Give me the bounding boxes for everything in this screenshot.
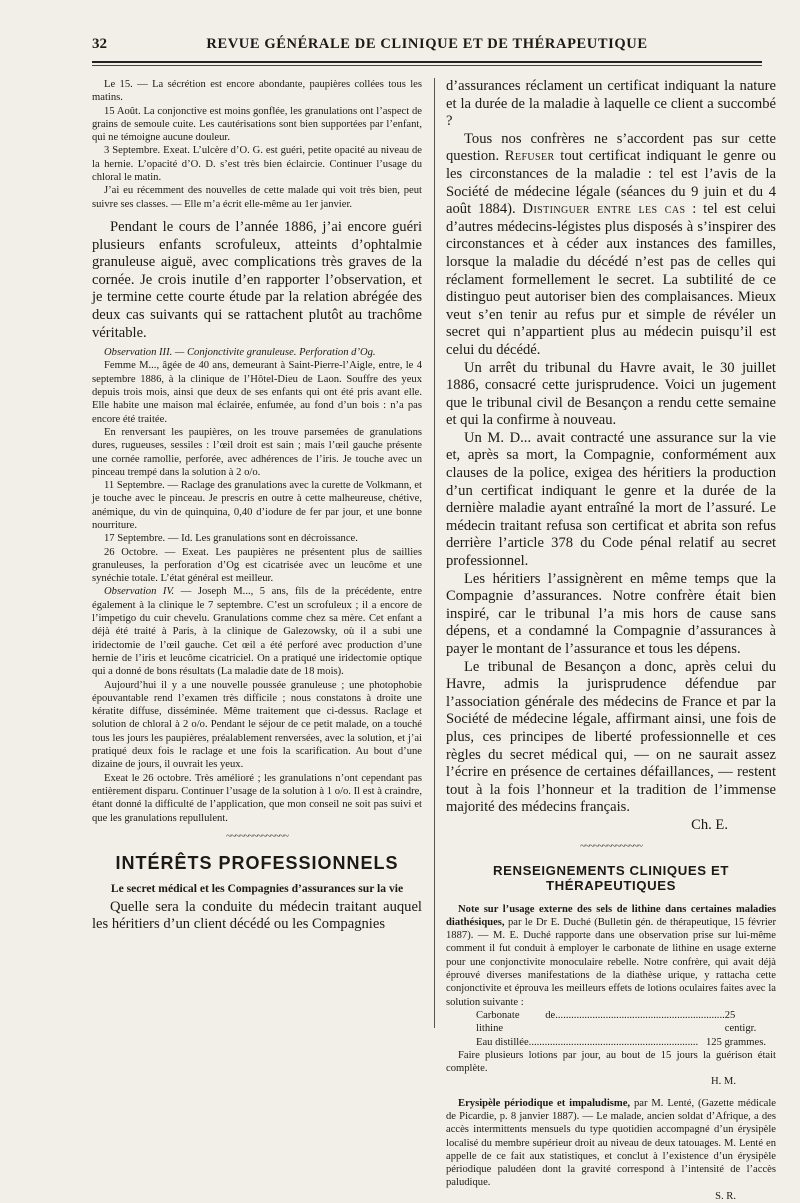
right-column xyxy=(446,78,776,1202)
body-paragraph: Les héritiers l’assignèrent en même temps que la Compagnie d’assurances. Notre confrère était bien inspiré, car le tribunal l’a mis hors de cause sans dépens, et a condamné la Compagnie d’assurances à payer le montant de l’assurance et tous les dépens. xyxy=(446,570,776,657)
formula-item: Carbonate de lithine xyxy=(476,1009,556,1035)
section-heading-interets: INTÉRÊTS PROFESSIONNELS xyxy=(115,852,399,873)
signature: Ch. E. xyxy=(691,816,728,833)
note-lithine-title: Note sur l’usage externe des sels de lithine dans certaines maladies diathésiques, xyxy=(446,903,776,928)
obs-paragraph: Aujourd’hui il y a une nouvelle poussée granuleuse ; une photophobie épouvantable rend l’examen très difficile ; nous constatons à droite une kératite diffuse, disséminée. Même traitement que ci-dessus. Raclage et solution de chloral à 2 o/o. Pendant le séjour de ce petit malade, on a touché tous les jours les paupières, préalablement renversées, avec la solution, et j’ai pratiqué deux fois le raclage et une fois la scarification. Au bout d’une dizaine de jours, il ouvrait les yeux. xyxy=(92,679,422,771)
body-paragraph: d’assurances réclament un certificat indiquant la nature et la durée de la maladie à laquelle ce client a succombé ? xyxy=(446,78,776,130)
section-ornament: ~~~~~~~~~~~~~~ xyxy=(226,830,288,842)
body-paragraph: Pendant le cours de l’année 1886, j’ai encore guéri plusieurs enfants scrofuleux, atteints d’ophtalmie granuleuse aiguë, avec complications très graves de la cornée. Je crois inutile d’en rapporter l’observation, et je termine cette courte étude par la relation abrégée des deux cas suivants qui se rattachent plutôt au trachôme véritable. xyxy=(92,218,422,341)
running-header xyxy=(92,36,762,60)
body-paragraph: Le tribunal de Besançon a donc, après celui du Havre, admis la jurisprudence défendue par l’association générale des médecins de France et par la Société de médecine légale, affirmant ainsi, une fois de plus, ces principes de liberté professionnelle et ces règles du secret médical qui, — on ne saurait assez l’écrire en présence de certaines défaillances, — restent tout à la fois l’honneur et la tradition de l’immense majorité des médecins français. xyxy=(446,658,776,816)
small-caps-refuser: Refuser xyxy=(504,148,555,165)
page-number: 32 xyxy=(92,36,107,52)
note-erysipele-title: Erysipèle périodique et impaludisme, xyxy=(458,1097,631,1109)
text-run: tout certificat indiquant le genre ou les circonstances de la maladie : tel est l’avis de la Société de médecine légale (séances du 9 juin et du 4 août 1884). xyxy=(446,148,776,218)
journal-title: REVUE GÉNÉRALE DE CLINIQUE ET DE THÉRAPEUTIQUE xyxy=(206,36,648,52)
header-rule xyxy=(92,61,762,63)
obs-note: J’ai eu récemment des nouvelles de cette malade qui voit très bien, peut suivre ses classes. — Elle m’a écrit elle-même au 1er janvier. xyxy=(92,185,422,210)
section-ornament: ~~~~~~~~~~~~~~ xyxy=(580,840,642,852)
formula-item: Eau distillée xyxy=(476,1036,529,1048)
leader-dots: ................................................................ xyxy=(555,1009,725,1021)
note-lithine xyxy=(446,903,776,1009)
observation-4-title: Observation IV. xyxy=(104,586,175,598)
obs-note: 15 Août. La conjonctive est moins gonflée, les granulations ont l’aspect de grains de semoule cuite. Les cautérisations sont bien supportées par l’enfant, qui ne témoigne aucune douleur. xyxy=(92,105,422,144)
note-lithine-end: Faire plusieurs lotions par jour, au bout de 15 jours la guérison était complète. xyxy=(446,1049,776,1075)
formula-row xyxy=(446,1036,776,1049)
signature-hm: H. M. xyxy=(710,1076,736,1088)
formula-qty: 125 grammes. xyxy=(705,1036,766,1048)
obs-paragraph: 26 Octobre. — Exeat. Les paupières ne présentent plus de saillies granuleuses, la perforation d’Og est cicatrisée avec un leucôme et une synéchie totale. L’état général est meilleur. xyxy=(92,546,422,585)
obs-paragraph: 11 Septembre. — Raclage des granulations avec la curette de Volkmann, et je touche avec le pinceau. Je prescris en outre à cette malheureuse, chétive, anémique, du vin de quinquina, 0,40 d’iodure de fer par jour, et une bonne nourriture. xyxy=(92,480,422,531)
body-paragraph: Quelle sera la conduite du médecin traitant auquel les héritiers d’un client décédé ou les Compagnies xyxy=(92,898,422,933)
body-paragraph: Un arrêt du tribunal du Havre avait, le 30 juillet 1886, consacré cette jurisprudence. Voici un jugement que le tribunal civil de Besançon a rendu cette semaine et qui la confirme à nouveau. xyxy=(446,359,776,429)
leader-dots: ................................................................ xyxy=(528,1036,699,1048)
note-lithine-text: par le Dr E. Duché (Bulletin gén. de thérapeutique, 15 février 1887). — M. E. Duché rapporte dans une observation prise sur lui-même comment il fut conduit à employer le carbonate de lithine en usage externe pour une conjonctivite monoculaire rebelle. Notre confrère, qui avait déjà éprouvé diverses manifestations de la diathèse urique, y rattacha cette conjonctivite et éprouva les meilleurs effets de lotions oculaires faites avec la solution suivante : xyxy=(446,916,776,1008)
observation-4-paragraph xyxy=(92,585,422,678)
section-heading-renseignements: RENSEIGNEMENTS CLINIQUES ET THÉRAPEUTIQUES xyxy=(492,862,729,893)
body-paragraph-question xyxy=(446,131,776,360)
left-column xyxy=(92,78,422,1028)
note-erysipele-text: par M. Lenté, (Gazette médicale de Picardie, p. 8 janvier 1887). — Le malade, ancien soldat d’Afrique, a des accès intermittents mensuels du type quotidien accompagné d’un érysipèle localisé du membre supérieur droit au niveau de deux tatouages. M. Lenté en appelle de ce fait aux statistiques, et conclut à l’existence d’un érysipèle périodique paludéen dont la gravité correspond à l’intensité de l’accès paludique. xyxy=(446,1097,776,1189)
body-paragraph: Un M. D... avait contracté une assurance sur la vie et, après sa mort, la Compagnie, conformément aux clauses de la police, exigea des héritiers la production d’un certificat indiquant le genre et la durée de la dernière maladie ayant entraîné la mort de l’assuré. Le médecin traitant refusa son certificat et abrita son refus derrière l’article 378 du Code pénal relatif au secret professionnel. xyxy=(446,429,776,570)
formula-row xyxy=(446,1009,776,1036)
observation-3-title-text: Observation III. — Conjonctivite granuleuse. Perforation d’Og. xyxy=(104,347,376,359)
obs-note: Le 15. — La sécrétion est encore abondante, paupières collées tous les matins. xyxy=(92,79,422,104)
text-run: Tous nos confrères ne s’accordent pas sur cette question. xyxy=(446,130,776,165)
obs-paragraph: Exeat le 26 octobre. Très amélioré ; les granulations n’ont cependant pas entièrement disparu. Continuer l’usage de la solution à 1 o/o. Il est à craindre, étant donné la difficulté de l’application, que mon conseil ne soit pas suivi et que les granulations repullulent. xyxy=(92,772,422,824)
observation-4-text: — Joseph M..., 5 ans, fils de la précédente, entre également à la clinique le 7 septembre. C’est un scrofuleux ; il a encore de l’impetigo du cuir chevelu. Granulations comme chez sa mère. Cet enfant a déjà été traité à Paris, à la clinique de Galezowsky, où il a subi une iridectomie de l’œil gauche. Cet œil a été perforé avec production d’une hernie de l’iris et leucôme cicatriciel. On a pratiqué une iridectomie optique qui a donné de bons résultats (La maladie date de 18 mois). xyxy=(92,586,422,678)
small-caps-distinguer: Distinguer entre les cas xyxy=(522,201,686,218)
observation-3-title xyxy=(92,346,422,359)
article-subheading: Le secret médical et les Compagnies d’assurances sur la vie xyxy=(110,881,404,895)
text-run: : tel est celui d’autres médecins-légistes plus disposés à s’inspirer des circonstances et à céder aux instances des familles, lorsque la maladie du décédé n’est pas de celles qui réclament formellement le secret. La subtilité de ce distinguo peut autoriser bien des complaisances. Mieux veut s’en tenir au refus pur et simple de révéler un secret qui n’appartient plus au médecin puisqu’il est celui du décédé. xyxy=(446,201,776,358)
obs-note: 3 Septembre. Exeat. L’ulcère d’O. G. est guéri, petite opacité au niveau de la hernie. L’opacité d’O. D. s’est très bien éclaircie. Continuer l’usage du chloral le matin. xyxy=(92,145,422,184)
column-divider xyxy=(434,78,435,1028)
formula-qty: 25 centigr. xyxy=(724,1009,757,1035)
signature-sr: S. R. xyxy=(715,1190,736,1202)
obs-paragraph: 17 Septembre. — Id. Les granulations sont en décroissance. xyxy=(104,533,358,545)
note-erysipele xyxy=(446,1097,776,1190)
obs-paragraph: Femme M..., âgée de 40 ans, demeurant à Saint-Pierre-l’Aigle, entre, le 4 septembre 1886, à la clinique de l’Hôtel-Dieu de Laon. Souffre des yeux depuis trois mois, ainsi que deux de ses enfants qui ont été pris avant elle. Elle habite une maison mal éclairée, enfumée, au fond d’un bois : n’a pas encore été traitée. xyxy=(92,360,422,425)
header-rule-thin xyxy=(92,65,762,66)
obs-paragraph: En renversant les paupières, on les trouve parsemées de granulations dures, rugueuses, sessiles : l’œil droit est sain ; mais l’œil gauche présente une cornée ramollie, perforée, avec adhérences de l’iris. Je touche avec un pinceau trempé dans la solution à 2 o/o. xyxy=(92,426,422,478)
